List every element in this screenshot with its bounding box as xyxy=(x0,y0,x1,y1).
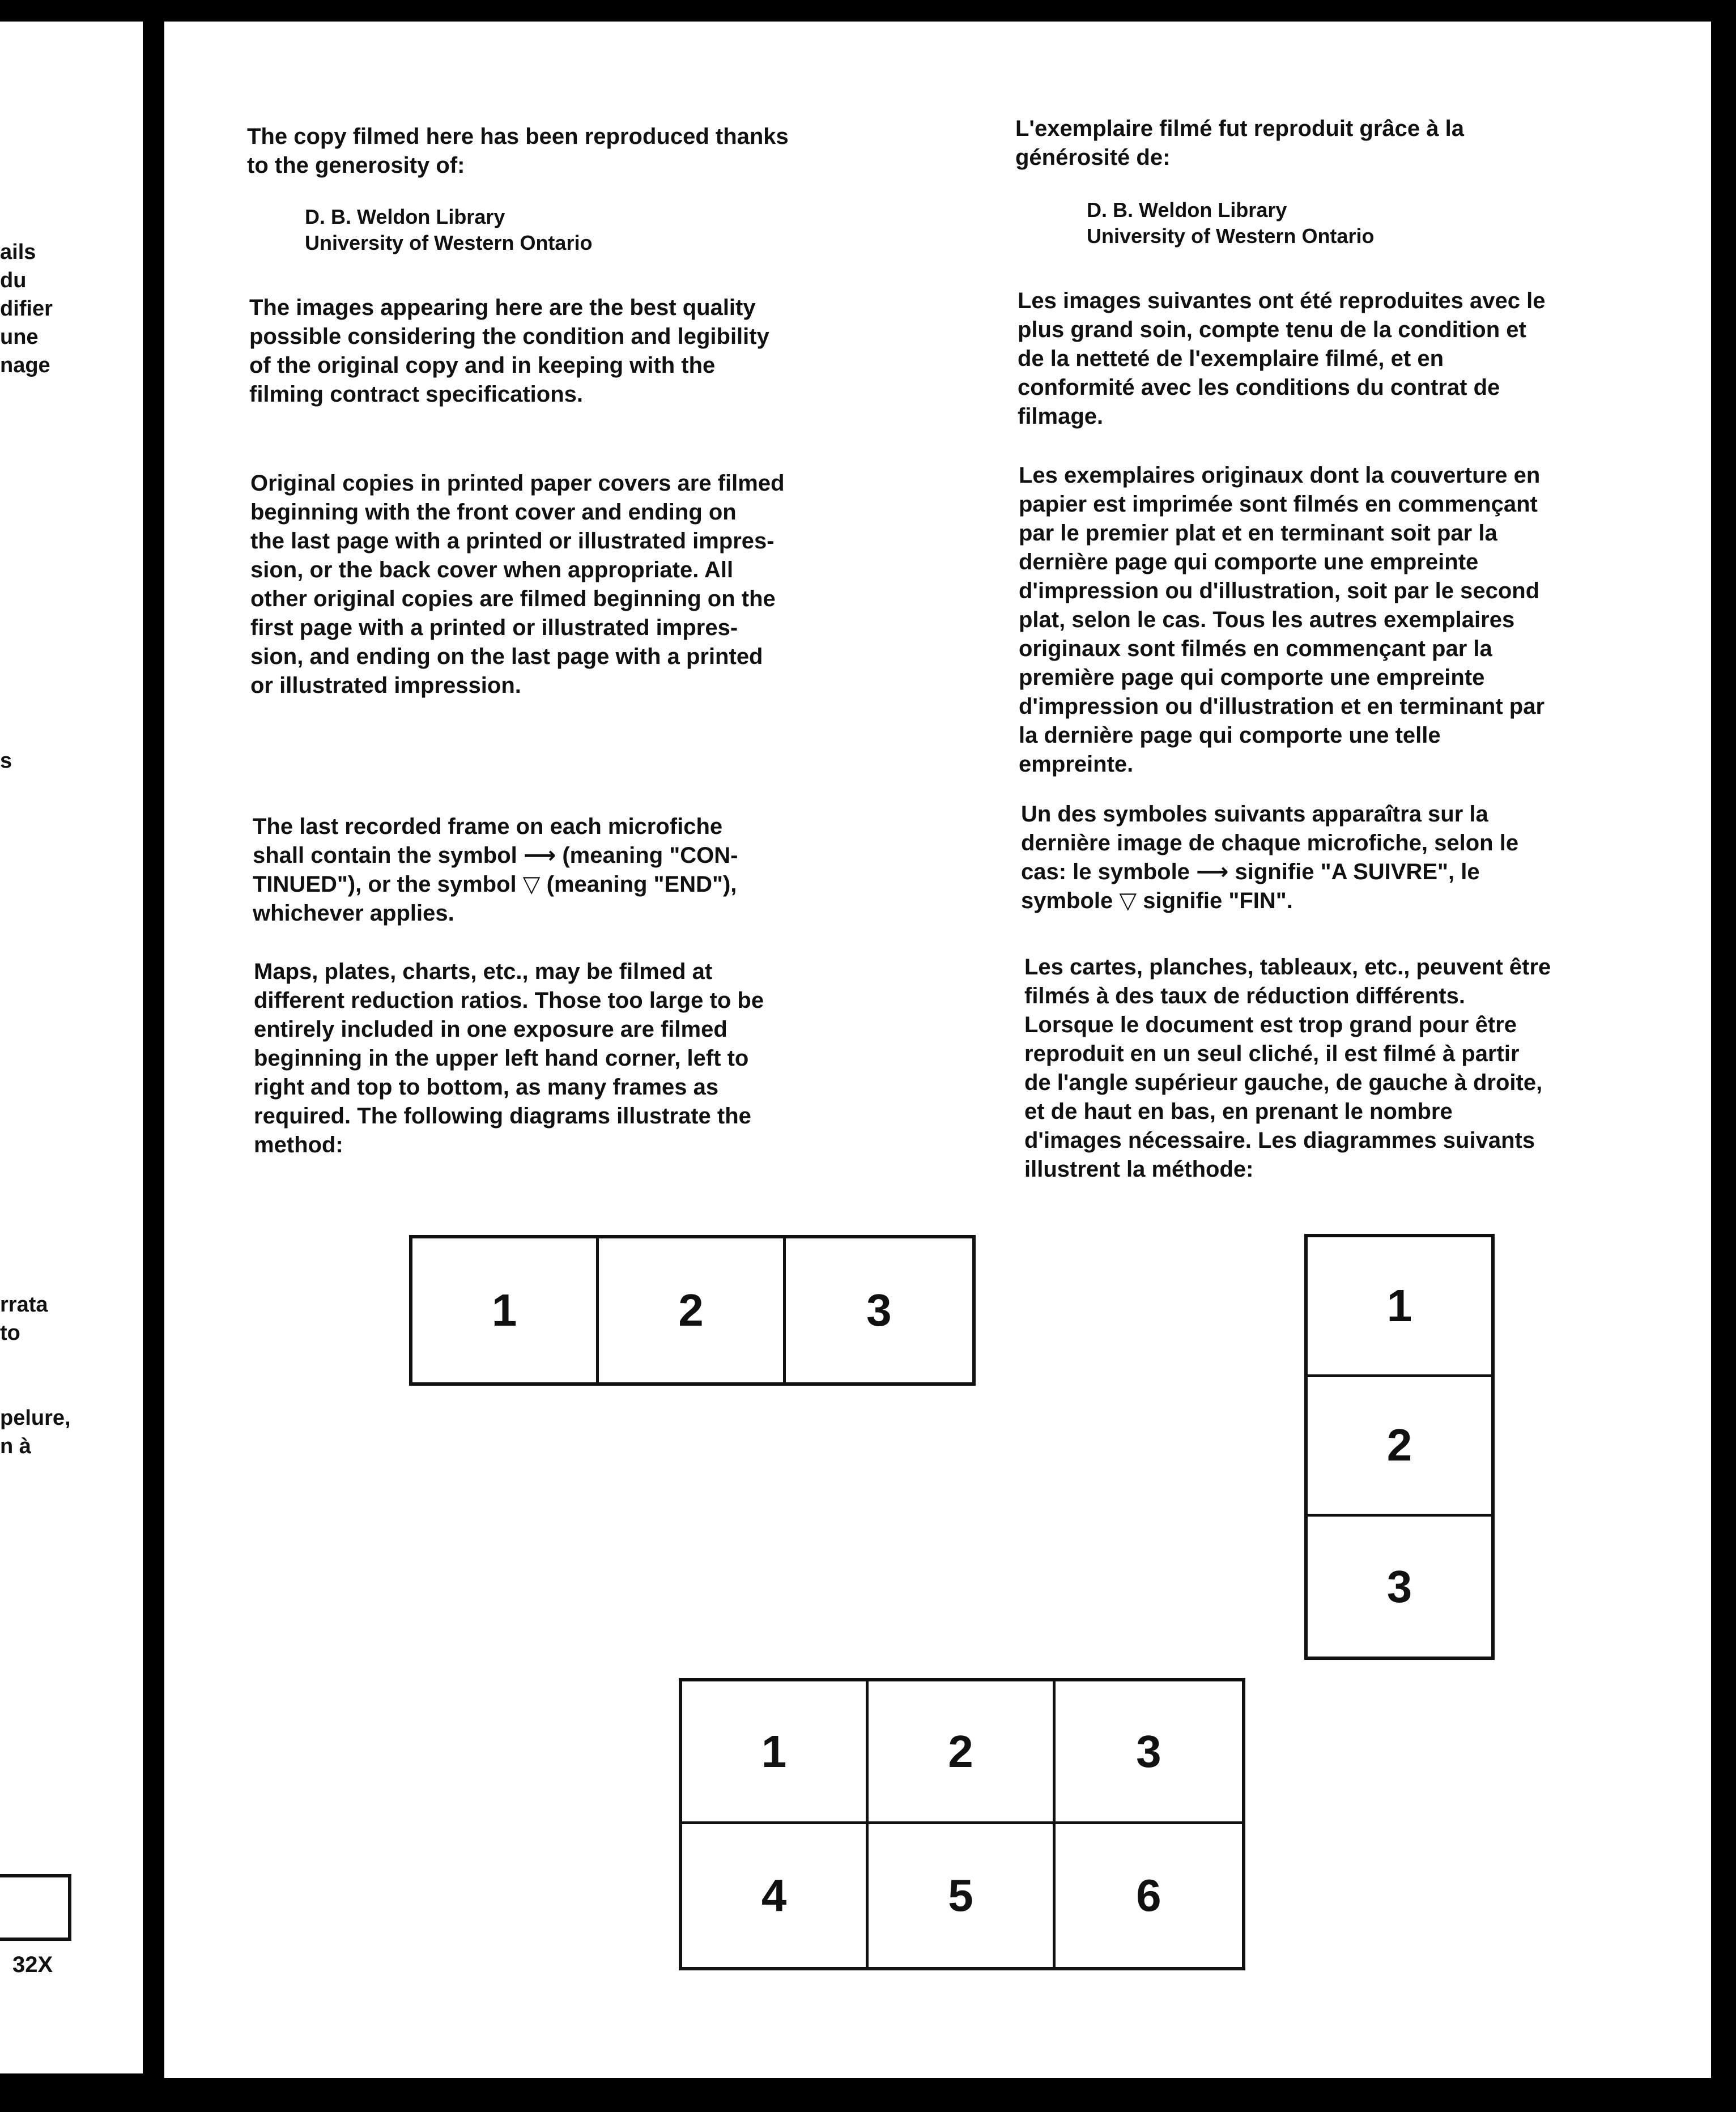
french-quality-paragraph: Les images suivantes ont été reproduites avec le plus grand soin, compte tenu de la condition et de la netteté de l'exemplaire filmé, et en conformité avec les conditions du contrat de filmage. xyxy=(1018,288,1546,429)
english-quality-paragraph: The images appearing here are the best quality possible considering the condition and legibility of the original copy and in keeping with the filming contract specifications. xyxy=(249,295,769,407)
french-symbols-paragraph: Un des symboles suivants apparaîtra sur la dernière image de chaque microfiche, selon le cas: le symbole ⟶ signifie "A SUIVRE", le symbole ▽ signifie "FIN". xyxy=(1021,802,1519,913)
frame-cell: 2 xyxy=(599,1238,785,1382)
left-fragment-line: n à xyxy=(0,1434,31,1458)
main-page xyxy=(164,22,1711,2078)
diagram-vertical-frames xyxy=(1304,1234,1495,1660)
left-fragment-line: ails xyxy=(0,240,36,264)
frame-cell: 1 xyxy=(412,1238,599,1382)
left-fragment-line: nage xyxy=(0,354,50,377)
english-library-name: D. B. Weldon Library xyxy=(305,205,505,228)
french-library-university: University of Western Ontario xyxy=(1087,224,1375,248)
left-fragment-line: to xyxy=(0,1321,20,1345)
english-intro: The copy filmed here has been reproduced thanks to the generosity of: xyxy=(247,124,789,178)
left-page-fragment xyxy=(0,22,143,2073)
frame-cell: 4 xyxy=(682,1824,869,1967)
frame-cell: 6 xyxy=(1136,1870,1161,1921)
diagram-grid-frames xyxy=(679,1678,1245,1970)
frame-cell: 3 xyxy=(866,1285,892,1335)
left-fragment-line: rrata xyxy=(0,1293,48,1317)
english-library-university: University of Western Ontario xyxy=(305,231,593,254)
reduction-target-box xyxy=(0,1874,71,1941)
frame-cell: 5 xyxy=(869,1824,1055,1967)
french-originals-paragraph: Les exemplaires originaux dont la couverture en papier est imprimée sont filmés en commençant par le premier plat et en terminant soit par la dernière page qui comporte une empreinte d'impression ou d'illustration, soit par le second plat, selon le cas. Tous les autres exemplaires originaux sont filmés en commençant par la première page qui comporte une empreinte d'impression ou d'illustration et en terminant par la dernière page qui comporte une telle empreinte. xyxy=(1019,463,1545,777)
french-intro: L'exemplaire filmé fut reproduit grâce à la générosité de: xyxy=(1015,116,1464,170)
french-library-name: D. B. Weldon Library xyxy=(1087,198,1287,222)
left-fragment-line: pelure, xyxy=(0,1406,71,1430)
left-fragment-line: difier xyxy=(0,297,53,321)
reduction-label: 32X xyxy=(12,1952,53,1977)
english-symbols-paragraph: The last recorded frame on each microfiche shall contain the symbol ⟶ (meaning "CON- TINUED"), or the symbol ▽ (meaning "END"), whichever applies. xyxy=(253,814,738,926)
frame-cell: 2 xyxy=(869,1681,1055,1824)
left-fragment-line: s xyxy=(0,749,12,773)
frame-cell: 2 xyxy=(1308,1377,1491,1517)
frame-cell: 3 xyxy=(1386,1561,1412,1612)
left-fragment-line: une xyxy=(0,325,39,349)
english-maps-paragraph: Maps, plates, charts, etc., may be filmed at different reduction ratios. Those too large to be entirely included in one exposure are filmed beginning in the upper left hand corner, left to right and top to bottom, as many frames as required. The following diagrams illustrate the method: xyxy=(254,959,764,1157)
frame-cell: 1 xyxy=(682,1681,869,1824)
diagram-horizontal-frames xyxy=(409,1235,976,1386)
french-maps-paragraph: Les cartes, planches, tableaux, etc., peuvent être filmés à des taux de réduction différents. Lorsque le document est trop grand pour être reproduit en un seul cliché, il est filmé à partir de l'angle supérieur gauche, de gauche à droite, et de haut en bas, en prenant le nombre d'images nécessaire. Les diagrammes suivants illustrent la méthode: xyxy=(1024,955,1551,1182)
frame-cell: 3 xyxy=(1056,1681,1242,1824)
english-originals-paragraph: Original copies in printed paper covers are filmed beginning with the front cover and ending on the last page with a printed or illustrated impres- sion, or the back cover when appropriate. All other original copies are filmed beginning on the first page with a printed or illustrated impres- sion, and ending on the last page with a printed or illustrated impression. xyxy=(250,471,785,698)
left-fragment-line: du xyxy=(0,269,27,292)
frame-cell: 1 xyxy=(1308,1237,1491,1377)
